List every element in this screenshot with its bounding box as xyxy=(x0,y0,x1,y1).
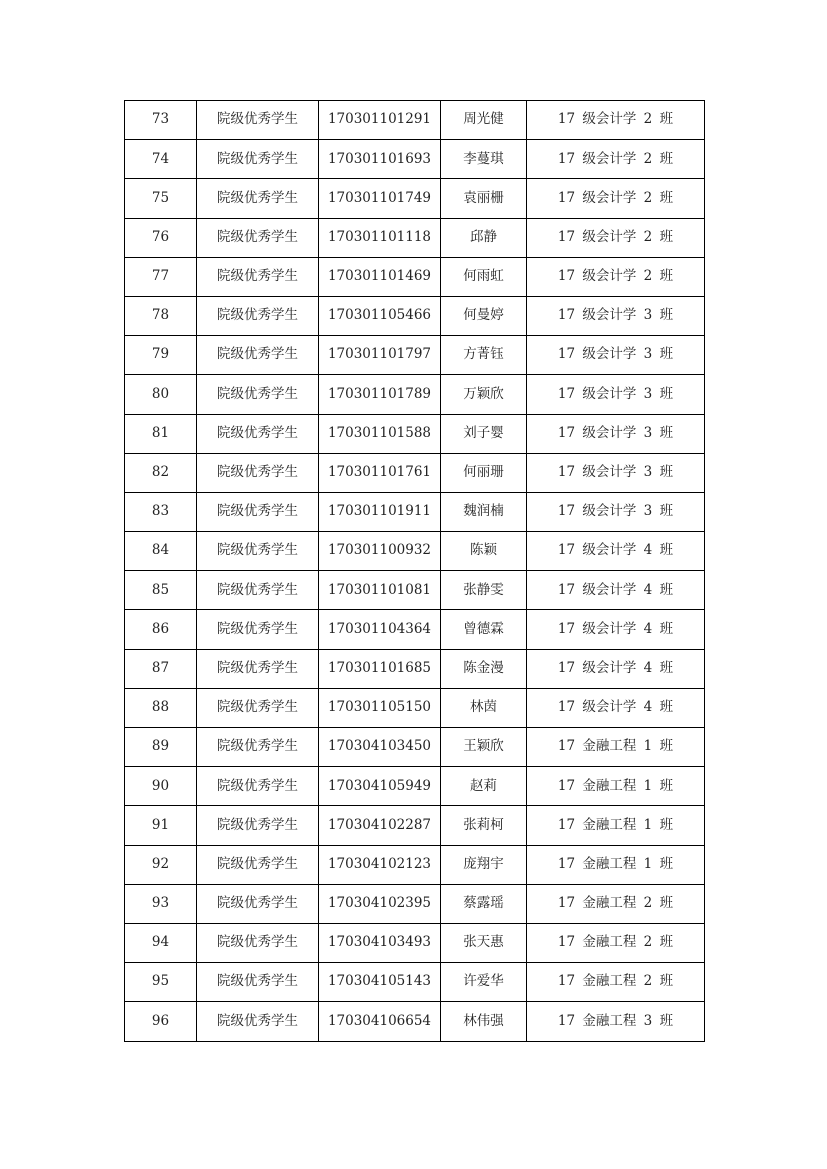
student-id-cell: 170301101761 xyxy=(319,453,441,492)
student-id-cell: 170301101911 xyxy=(319,492,441,531)
student-id-cell: 170301101789 xyxy=(319,375,441,414)
row-number-cell: 90 xyxy=(125,767,197,806)
award-cell: 院级优秀学生 xyxy=(197,1002,319,1041)
award-cell: 院级优秀学生 xyxy=(197,610,319,649)
student-name-cell: 刘子婴 xyxy=(441,414,527,453)
student-id-cell: 170301100932 xyxy=(319,532,441,571)
row-number-cell: 75 xyxy=(125,179,197,218)
award-cell: 院级优秀学生 xyxy=(197,140,319,179)
row-number-cell: 95 xyxy=(125,963,197,1002)
student-id-cell: 170301101588 xyxy=(319,414,441,453)
table-row xyxy=(125,375,705,414)
award-cell: 院级优秀学生 xyxy=(197,218,319,257)
class-cell: 17 金融工程 1 班 xyxy=(527,845,705,884)
student-id-cell: 170301101081 xyxy=(319,571,441,610)
award-cell: 院级优秀学生 xyxy=(197,179,319,218)
class-cell: 17 级会计学 3 班 xyxy=(527,375,705,414)
student-id-cell: 170301101118 xyxy=(319,218,441,257)
row-number-cell: 78 xyxy=(125,296,197,335)
student-id-cell: 170301104364 xyxy=(319,610,441,649)
award-cell: 院级优秀学生 xyxy=(197,845,319,884)
class-cell: 17 级会计学 3 班 xyxy=(527,492,705,531)
row-number-cell: 87 xyxy=(125,649,197,688)
student-name-cell: 陈金漫 xyxy=(441,649,527,688)
student-id-cell: 170304105143 xyxy=(319,963,441,1002)
student-name-cell: 张莉柯 xyxy=(441,806,527,845)
student-name-cell: 李蔓琪 xyxy=(441,140,527,179)
award-cell: 院级优秀学生 xyxy=(197,296,319,335)
row-number-cell: 74 xyxy=(125,140,197,179)
student-name-cell: 许爱华 xyxy=(441,963,527,1002)
award-cell: 院级优秀学生 xyxy=(197,414,319,453)
award-cell: 院级优秀学生 xyxy=(197,767,319,806)
student-name-cell: 周光健 xyxy=(441,101,527,140)
table-row xyxy=(125,649,705,688)
class-cell: 17 级会计学 4 班 xyxy=(527,610,705,649)
row-number-cell: 93 xyxy=(125,884,197,923)
student-name-cell: 蔡露瑶 xyxy=(441,884,527,923)
award-cell: 院级优秀学生 xyxy=(197,963,319,1002)
row-number-cell: 94 xyxy=(125,923,197,962)
class-cell: 17 金融工程 2 班 xyxy=(527,963,705,1002)
table-row xyxy=(125,179,705,218)
table-row xyxy=(125,571,705,610)
row-number-cell: 82 xyxy=(125,453,197,492)
row-number-cell: 76 xyxy=(125,218,197,257)
row-number-cell: 89 xyxy=(125,728,197,767)
class-cell: 17 级会计学 2 班 xyxy=(527,218,705,257)
student-id-cell: 170301105466 xyxy=(319,296,441,335)
student-name-cell: 王颖欣 xyxy=(441,728,527,767)
student-name-cell: 张静雯 xyxy=(441,571,527,610)
student-id-cell: 170301101469 xyxy=(319,257,441,296)
award-cell: 院级优秀学生 xyxy=(197,923,319,962)
class-cell: 17 级会计学 2 班 xyxy=(527,140,705,179)
row-number-cell: 92 xyxy=(125,845,197,884)
student-id-cell: 170304102123 xyxy=(319,845,441,884)
table-row xyxy=(125,688,705,727)
student-id-cell: 170304102287 xyxy=(319,806,441,845)
student-name-cell: 魏润楠 xyxy=(441,492,527,531)
student-id-cell: 170304103493 xyxy=(319,923,441,962)
award-cell: 院级优秀学生 xyxy=(197,257,319,296)
row-number-cell: 81 xyxy=(125,414,197,453)
row-number-cell: 77 xyxy=(125,257,197,296)
award-cell: 院级优秀学生 xyxy=(197,453,319,492)
award-cell: 院级优秀学生 xyxy=(197,492,319,531)
award-cell: 院级优秀学生 xyxy=(197,728,319,767)
award-cell: 院级优秀学生 xyxy=(197,101,319,140)
class-cell: 17 级会计学 2 班 xyxy=(527,257,705,296)
student-id-cell: 170304105949 xyxy=(319,767,441,806)
class-cell: 17 金融工程 1 班 xyxy=(527,806,705,845)
table-row xyxy=(125,140,705,179)
table-row xyxy=(125,101,705,140)
table-row xyxy=(125,963,705,1002)
row-number-cell: 86 xyxy=(125,610,197,649)
row-number-cell: 80 xyxy=(125,375,197,414)
row-number-cell: 83 xyxy=(125,492,197,531)
student-id-cell: 170301101749 xyxy=(319,179,441,218)
student-id-cell: 170301101797 xyxy=(319,336,441,375)
student-name-cell: 林伟强 xyxy=(441,1002,527,1041)
row-number-cell: 96 xyxy=(125,1002,197,1041)
student-name-cell: 邱静 xyxy=(441,218,527,257)
student-id-cell: 170301101693 xyxy=(319,140,441,179)
table-row xyxy=(125,453,705,492)
table-row xyxy=(125,767,705,806)
table-row xyxy=(125,845,705,884)
row-number-cell: 91 xyxy=(125,806,197,845)
student-name-cell: 袁丽栅 xyxy=(441,179,527,218)
table-row xyxy=(125,728,705,767)
table-body xyxy=(125,101,705,1042)
award-cell: 院级优秀学生 xyxy=(197,649,319,688)
student-name-cell: 张天惠 xyxy=(441,923,527,962)
class-cell: 17 级会计学 4 班 xyxy=(527,649,705,688)
class-cell: 17 级会计学 4 班 xyxy=(527,532,705,571)
table-row xyxy=(125,414,705,453)
award-cell: 院级优秀学生 xyxy=(197,336,319,375)
row-number-cell: 73 xyxy=(125,101,197,140)
row-number-cell: 85 xyxy=(125,571,197,610)
award-cell: 院级优秀学生 xyxy=(197,375,319,414)
class-cell: 17 级会计学 3 班 xyxy=(527,336,705,375)
award-cell: 院级优秀学生 xyxy=(197,806,319,845)
row-number-cell: 88 xyxy=(125,688,197,727)
table-row xyxy=(125,884,705,923)
table-row xyxy=(125,296,705,335)
student-name-cell: 万颖欣 xyxy=(441,375,527,414)
class-cell: 17 级会计学 2 班 xyxy=(527,101,705,140)
class-cell: 17 级会计学 4 班 xyxy=(527,688,705,727)
class-cell: 17 级会计学 3 班 xyxy=(527,453,705,492)
award-cell: 院级优秀学生 xyxy=(197,532,319,571)
table-row xyxy=(125,492,705,531)
table-row xyxy=(125,610,705,649)
award-cell: 院级优秀学生 xyxy=(197,688,319,727)
student-award-table xyxy=(124,100,705,1042)
class-cell: 17 金融工程 2 班 xyxy=(527,923,705,962)
row-number-cell: 79 xyxy=(125,336,197,375)
student-id-cell: 170301101291 xyxy=(319,101,441,140)
student-id-cell: 170301105150 xyxy=(319,688,441,727)
award-cell: 院级优秀学生 xyxy=(197,884,319,923)
table-row xyxy=(125,532,705,571)
table-row xyxy=(125,806,705,845)
class-cell: 17 金融工程 1 班 xyxy=(527,767,705,806)
student-name-cell: 何丽珊 xyxy=(441,453,527,492)
table-row xyxy=(125,336,705,375)
class-cell: 17 级会计学 2 班 xyxy=(527,179,705,218)
class-cell: 17 金融工程 1 班 xyxy=(527,728,705,767)
student-name-cell: 陈颖 xyxy=(441,532,527,571)
row-number-cell: 84 xyxy=(125,532,197,571)
student-name-cell: 赵莉 xyxy=(441,767,527,806)
student-id-cell: 170304106654 xyxy=(319,1002,441,1041)
table-row xyxy=(125,923,705,962)
class-cell: 17 金融工程 2 班 xyxy=(527,884,705,923)
student-id-cell: 170301101685 xyxy=(319,649,441,688)
student-name-cell: 庞翔宇 xyxy=(441,845,527,884)
student-name-cell: 方菁钰 xyxy=(441,336,527,375)
student-id-cell: 170304103450 xyxy=(319,728,441,767)
table-row xyxy=(125,218,705,257)
class-cell: 17 级会计学 3 班 xyxy=(527,414,705,453)
table-row xyxy=(125,257,705,296)
student-name-cell: 何雨虹 xyxy=(441,257,527,296)
class-cell: 17 金融工程 3 班 xyxy=(527,1002,705,1041)
class-cell: 17 级会计学 3 班 xyxy=(527,296,705,335)
student-name-cell: 何曼婷 xyxy=(441,296,527,335)
student-name-cell: 曾德霖 xyxy=(441,610,527,649)
class-cell: 17 级会计学 4 班 xyxy=(527,571,705,610)
student-name-cell: 林茵 xyxy=(441,688,527,727)
award-cell: 院级优秀学生 xyxy=(197,571,319,610)
table-row xyxy=(125,1002,705,1041)
student-id-cell: 170304102395 xyxy=(319,884,441,923)
